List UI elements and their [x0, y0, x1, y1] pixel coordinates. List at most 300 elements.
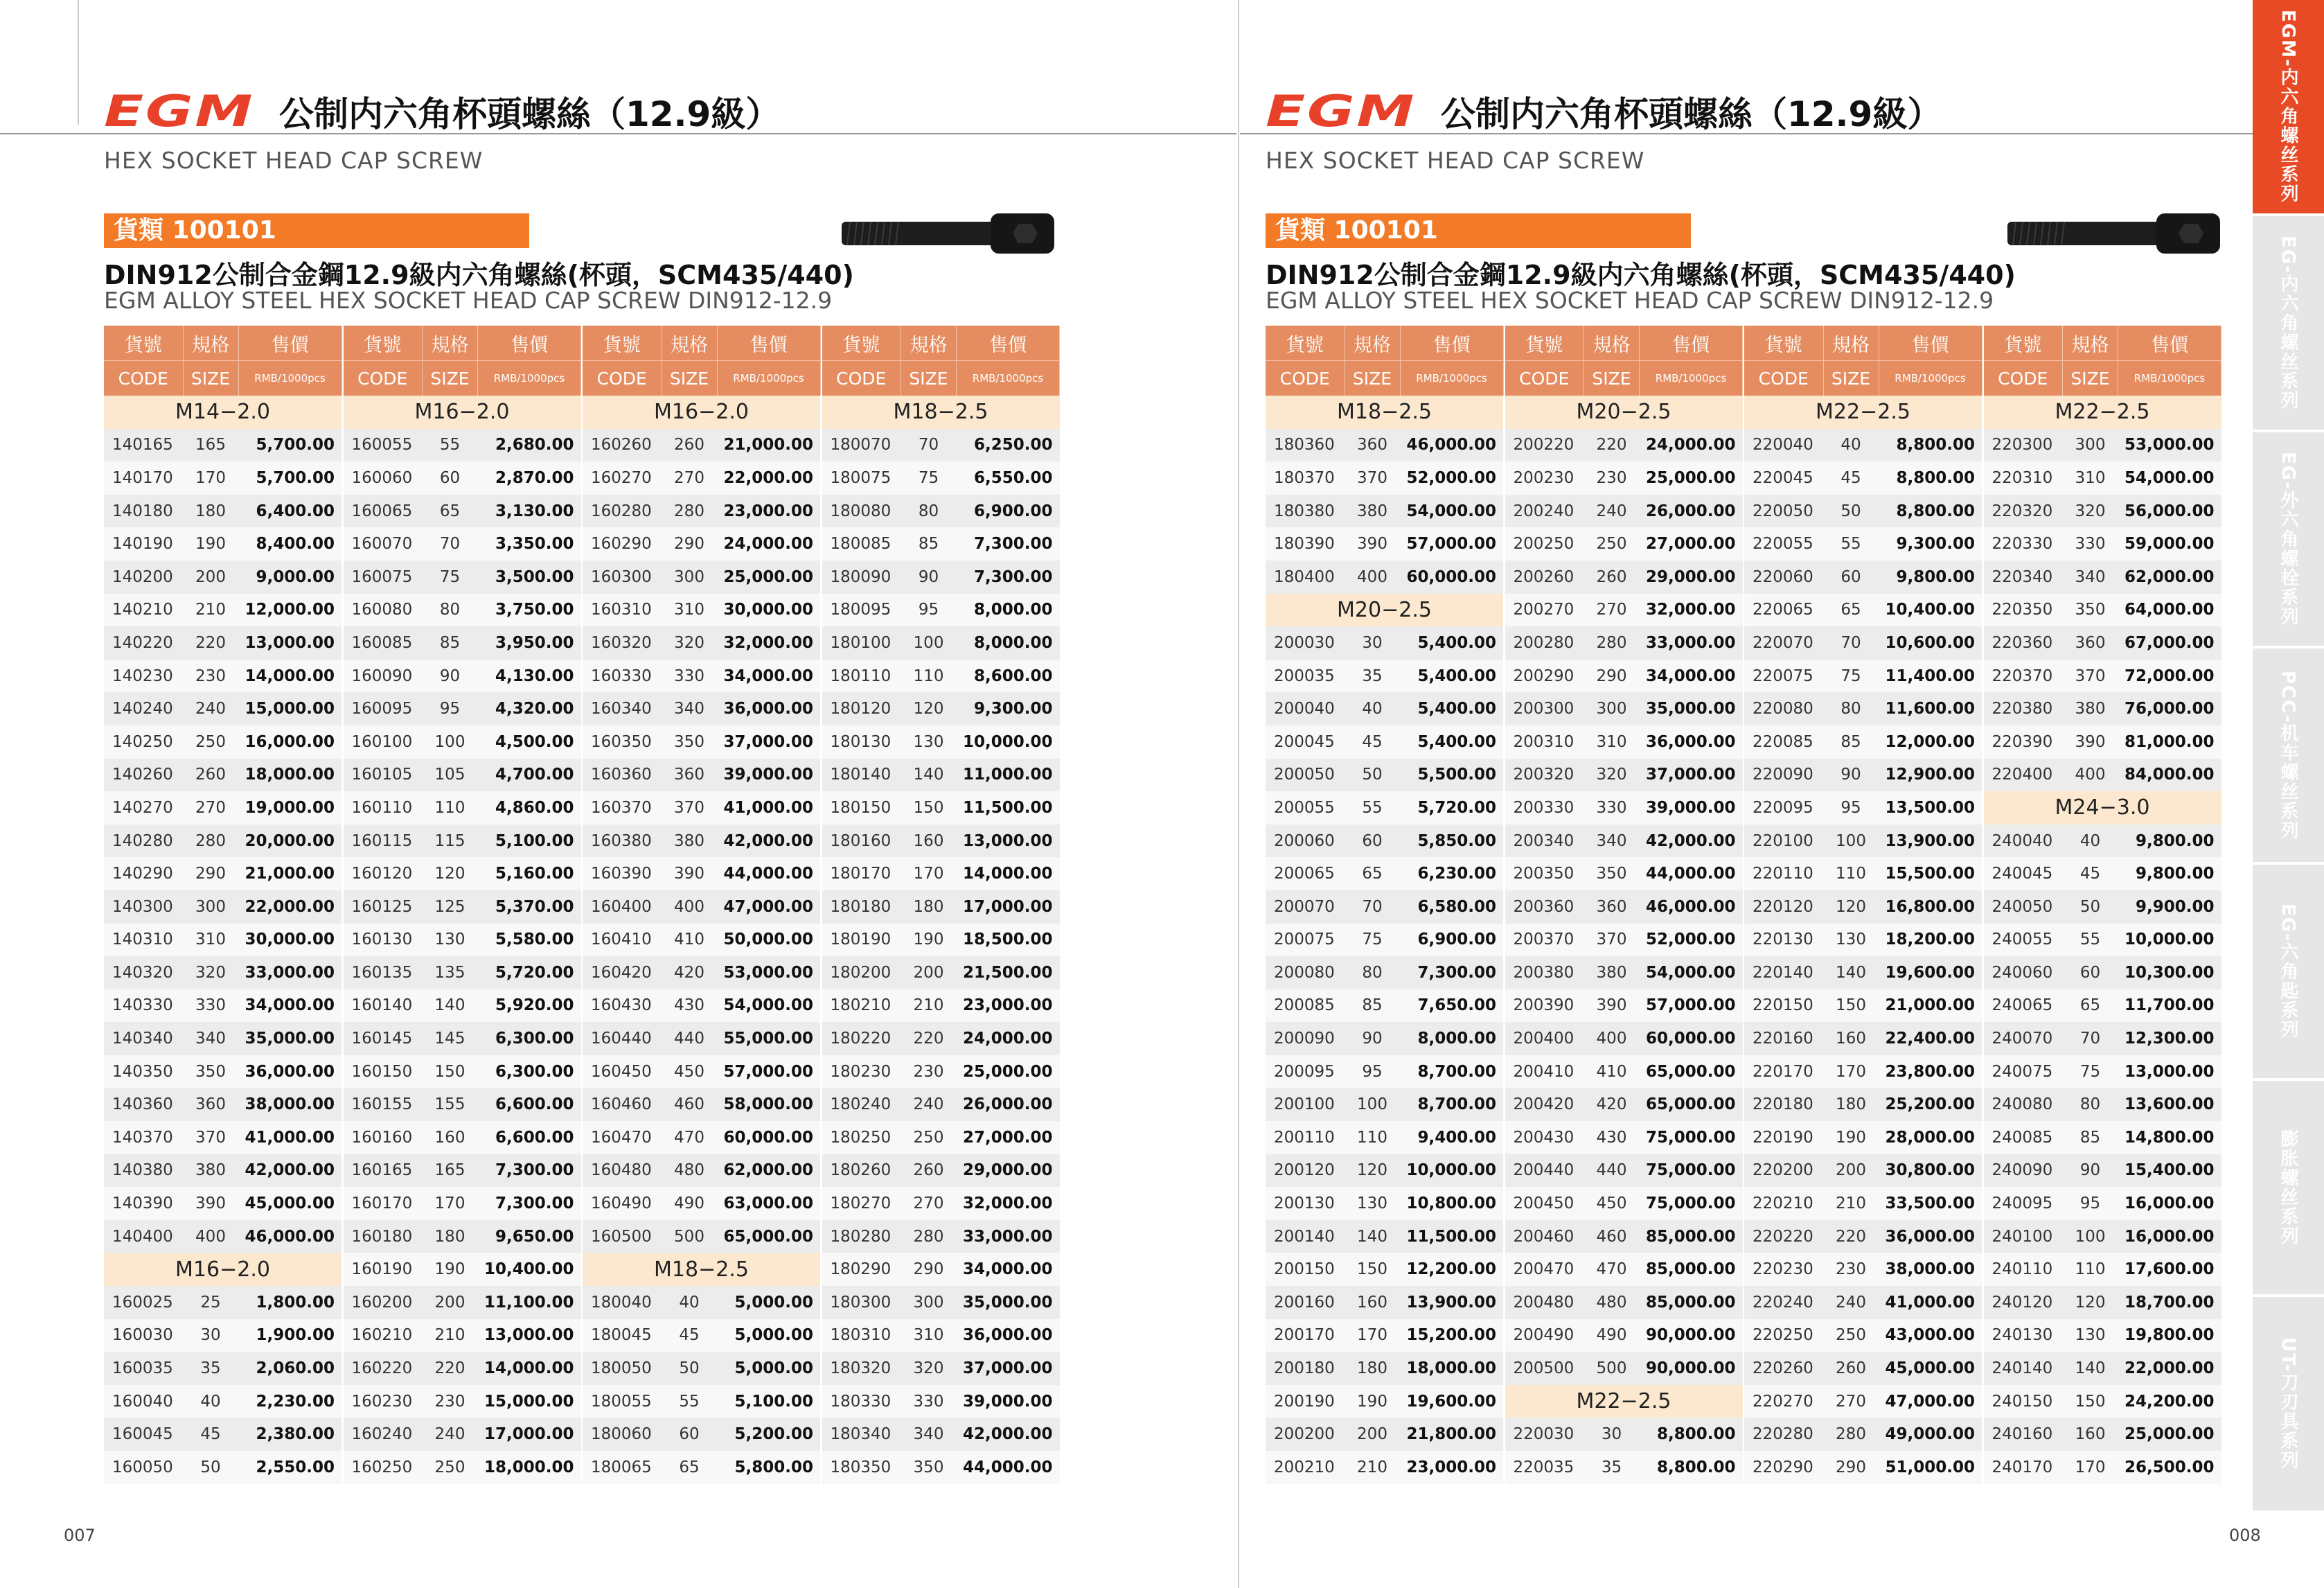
product-price: 5,400.00 [1400, 660, 1503, 693]
product-price: 34,000.00 [957, 1253, 1060, 1286]
table-row [1505, 429, 1743, 462]
product-size: 260 [183, 759, 238, 792]
table-row [1266, 1220, 1503, 1253]
table-header-en [1505, 361, 1743, 396]
product-price: 54,000.00 [1400, 495, 1503, 528]
product-size: 290 [183, 857, 238, 890]
product-size: 420 [662, 956, 717, 989]
product-price: 3,130.00 [478, 495, 581, 528]
table-row [1505, 594, 1743, 627]
header-size-cn: 規格 [662, 326, 717, 361]
product-size: 85 [1823, 725, 1879, 759]
product-size: 65 [2063, 989, 2118, 1023]
product-size: 360 [1345, 429, 1400, 462]
product-price: 25,000.00 [717, 561, 820, 594]
product-code: 140250 [104, 725, 183, 759]
header-code-en: CODE [1505, 361, 1584, 396]
table-row [1505, 561, 1743, 594]
section-header [1266, 594, 1503, 627]
product-code: 200170 [1266, 1319, 1345, 1352]
header-code-en: CODE [1984, 361, 2063, 396]
side-nav-tab[interactable] [2253, 649, 2324, 862]
product-code: 200250 [1505, 527, 1584, 561]
product-price: 23,000.00 [1400, 1451, 1503, 1484]
table-row [583, 594, 820, 627]
table-row [1744, 1055, 1982, 1088]
side-nav-tab[interactable] [2253, 0, 2324, 213]
product-size: 50 [1823, 495, 1879, 528]
product-code: 200230 [1505, 461, 1584, 495]
product-code: 160270 [583, 461, 662, 495]
product-price: 42,000.00 [1640, 824, 1743, 858]
product-price: 12,300.00 [2118, 1022, 2221, 1055]
product-name-cn: DIN912公制合金鋼12.9級内六角螺絲(杯頭，SCM435/440) [104, 260, 854, 290]
product-size: 75 [2063, 1055, 2118, 1088]
table-row [1744, 1121, 1982, 1154]
price-table [1744, 326, 1983, 1484]
table-row [1505, 924, 1743, 957]
product-price: 10,000.00 [957, 725, 1060, 759]
header-size-en: SIZE [183, 361, 238, 396]
product-code: 180150 [822, 791, 901, 824]
product-price: 18,000.00 [238, 759, 341, 792]
side-nav-tab[interactable] [2253, 1081, 2324, 1294]
product-price: 41,000.00 [238, 1121, 341, 1154]
table-header-en [104, 361, 341, 396]
product-price: 13,900.00 [1879, 824, 1982, 858]
product-size: 180 [1345, 1352, 1400, 1385]
product-price: 54,000.00 [1640, 956, 1743, 989]
product-code: 140360 [104, 1088, 183, 1121]
product-price: 46,000.00 [1640, 890, 1743, 924]
table-header-cn [1505, 326, 1743, 361]
product-price: 60,000.00 [1400, 561, 1503, 594]
product-code: 160030 [104, 1319, 183, 1352]
product-size: 210 [1823, 1187, 1879, 1220]
header-price-cn: 售價 [2118, 326, 2221, 361]
product-code: 160310 [583, 594, 662, 627]
table-row [1505, 1055, 1743, 1088]
table-row [822, 660, 1060, 693]
product-price: 13,900.00 [1400, 1286, 1503, 1319]
product-code: 140340 [104, 1022, 183, 1055]
table-row [1266, 626, 1503, 660]
product-code: 240095 [1984, 1187, 2063, 1220]
product-price: 39,000.00 [957, 1385, 1060, 1418]
table-row [344, 1319, 581, 1352]
product-code: 240070 [1984, 1022, 2063, 1055]
table-row [583, 857, 820, 890]
table-row [104, 1121, 341, 1154]
product-code: 180045 [583, 1319, 662, 1352]
product-code: 180065 [583, 1451, 662, 1484]
product-size: 170 [1345, 1319, 1400, 1352]
product-size: 250 [901, 1121, 957, 1154]
product-price: 47,000.00 [717, 890, 820, 924]
product-size: 220 [1823, 1220, 1879, 1253]
side-nav-tab[interactable] [2253, 432, 2324, 646]
header-size-cn: 規格 [1584, 326, 1640, 361]
product-size: 50 [662, 1352, 717, 1385]
header-code-en: CODE [1266, 361, 1345, 396]
table-row [104, 692, 341, 725]
price-table [583, 326, 821, 1484]
product-price: 32,000.00 [717, 626, 820, 660]
product-code: 200045 [1266, 725, 1345, 759]
product-price: 37,000.00 [1640, 759, 1743, 792]
product-price: 24,000.00 [957, 1022, 1060, 1055]
product-code: 240075 [1984, 1055, 2063, 1088]
product-size: 75 [1345, 924, 1400, 957]
table-row [344, 725, 581, 759]
table-row [344, 1418, 581, 1451]
product-code: 160140 [344, 989, 423, 1023]
product-code: 200140 [1266, 1220, 1345, 1253]
table-row [1266, 692, 1503, 725]
product-price: 5,700.00 [238, 429, 341, 462]
product-code: 180220 [822, 1022, 901, 1055]
side-nav-label: EG-内六角螺丝系列 [2278, 236, 2298, 410]
table-row [1266, 1154, 1503, 1188]
product-size: 140 [423, 989, 478, 1023]
product-code: 140220 [104, 626, 183, 660]
table-row [1744, 527, 1982, 561]
product-price: 11,600.00 [1879, 692, 1982, 725]
table-row [1744, 1286, 1982, 1319]
product-size: 40 [1345, 692, 1400, 725]
section-header [1505, 396, 1743, 429]
product-price: 9,000.00 [238, 561, 341, 594]
product-size: 370 [662, 791, 717, 824]
product-size: 95 [423, 692, 478, 725]
product-price: 21,500.00 [957, 956, 1060, 989]
product-price: 50,000.00 [717, 924, 820, 957]
product-price: 44,000.00 [957, 1451, 1060, 1484]
product-code: 140330 [104, 989, 183, 1023]
product-code: 200030 [1266, 626, 1345, 660]
product-price: 8,000.00 [957, 626, 1060, 660]
table-row [1266, 1451, 1503, 1484]
product-size: 45 [183, 1418, 238, 1451]
product-code: 160440 [583, 1022, 662, 1055]
table-row [1984, 890, 2221, 924]
product-code: 200240 [1505, 495, 1584, 528]
product-size: 35 [183, 1352, 238, 1385]
product-price: 62,000.00 [717, 1154, 820, 1188]
product-price: 3,950.00 [478, 626, 581, 660]
product-size: 55 [1345, 791, 1400, 824]
product-code: 220060 [1744, 561, 1823, 594]
table-row [1744, 1187, 1982, 1220]
section-size-label: M18−2.5 [822, 396, 1060, 429]
product-size: 120 [901, 692, 957, 725]
price-tables-left [104, 326, 1061, 1484]
product-size: 350 [1584, 857, 1640, 890]
table-row [822, 857, 1060, 890]
product-price: 10,000.00 [2118, 924, 2221, 957]
product-code: 180180 [822, 890, 901, 924]
product-price: 5,800.00 [717, 1451, 820, 1484]
product-size: 460 [1584, 1220, 1640, 1253]
table-row [1744, 1451, 1982, 1484]
product-size: 250 [423, 1451, 478, 1484]
product-price: 12,000.00 [238, 594, 341, 627]
product-size: 90 [423, 660, 478, 693]
product-size: 50 [183, 1451, 238, 1484]
product-code: 220045 [1744, 461, 1823, 495]
product-size: 45 [1823, 461, 1879, 495]
table-row [344, 759, 581, 792]
table-row [104, 1451, 341, 1484]
product-code: 180370 [1266, 461, 1345, 495]
product-size: 105 [423, 759, 478, 792]
product-size: 260 [1823, 1352, 1879, 1385]
product-code: 180340 [822, 1418, 901, 1451]
product-code: 160120 [344, 857, 423, 890]
product-price: 10,400.00 [478, 1253, 581, 1286]
table-row [583, 692, 820, 725]
product-price: 15,000.00 [478, 1385, 581, 1418]
table-header-cn [1984, 326, 2221, 361]
product-price: 90,000.00 [1640, 1352, 1743, 1385]
table-row [1984, 1352, 2221, 1385]
product-size: 85 [1345, 989, 1400, 1023]
product-price: 26,000.00 [1640, 495, 1743, 528]
table-row [104, 1055, 341, 1088]
table-row [822, 1154, 1060, 1188]
table-row [104, 1286, 341, 1319]
product-price: 4,700.00 [478, 759, 581, 792]
product-size: 230 [901, 1055, 957, 1088]
product-code: 180085 [822, 527, 901, 561]
table-row [1984, 1220, 2221, 1253]
header-code-cn: 貨號 [1505, 326, 1584, 361]
product-price: 5,370.00 [478, 890, 581, 924]
page-title [104, 86, 780, 136]
product-price: 44,000.00 [1640, 857, 1743, 890]
product-size: 220 [901, 1022, 957, 1055]
table-row [583, 989, 820, 1023]
product-price: 16,000.00 [238, 725, 341, 759]
header-price-unit: RMB/1000pcs [1400, 361, 1503, 396]
product-size: 270 [662, 461, 717, 495]
product-code: 160065 [344, 495, 423, 528]
product-size: 370 [2063, 660, 2118, 693]
product-code: 160150 [344, 1055, 423, 1088]
product-code: 200440 [1505, 1154, 1584, 1188]
product-price: 49,000.00 [1879, 1418, 1982, 1451]
product-code: 140290 [104, 857, 183, 890]
table-row [822, 725, 1060, 759]
table-row [104, 857, 341, 890]
table-row [104, 495, 341, 528]
table-row [583, 956, 820, 989]
section-size-label: M16−2.0 [344, 396, 581, 429]
product-code: 240100 [1984, 1220, 2063, 1253]
product-code: 200220 [1505, 429, 1584, 462]
product-size: 55 [2063, 924, 2118, 957]
product-size: 240 [423, 1418, 478, 1451]
product-price: 19,600.00 [1400, 1385, 1503, 1418]
product-size: 440 [1584, 1154, 1640, 1188]
product-price: 57,000.00 [1640, 989, 1743, 1023]
table-row [1505, 1154, 1743, 1188]
product-code: 140230 [104, 660, 183, 693]
product-size: 450 [1584, 1187, 1640, 1220]
product-size: 260 [662, 429, 717, 462]
product-size: 250 [1584, 527, 1640, 561]
product-code: 160430 [583, 989, 662, 1023]
table-row [1266, 1088, 1503, 1121]
product-code: 160460 [583, 1088, 662, 1121]
product-size: 190 [901, 924, 957, 957]
table-row [583, 626, 820, 660]
product-code: 180050 [583, 1352, 662, 1385]
side-nav-tab[interactable] [2253, 1297, 2324, 1510]
table-header-en [1984, 361, 2221, 396]
product-size: 65 [423, 495, 478, 528]
product-code: 240170 [1984, 1451, 2063, 1484]
product-price: 12,000.00 [1879, 725, 1982, 759]
product-size: 400 [2063, 759, 2118, 792]
product-code: 160250 [344, 1451, 423, 1484]
product-size: 430 [662, 989, 717, 1023]
product-price: 8,800.00 [1879, 495, 1982, 528]
product-size: 340 [2063, 561, 2118, 594]
product-code: 200050 [1266, 759, 1345, 792]
product-size: 90 [901, 561, 957, 594]
product-size: 75 [1823, 660, 1879, 693]
product-size: 490 [662, 1187, 717, 1220]
product-code: 200450 [1505, 1187, 1584, 1220]
table-row [104, 791, 341, 824]
table-row [1505, 461, 1743, 495]
product-name-cn: DIN912公制合金鋼12.9級内六角螺絲(杯頭，SCM435/440) [1266, 260, 2016, 290]
side-nav-label: EGM-内六角螺丝系列 [2278, 10, 2298, 204]
product-code: 240140 [1984, 1352, 2063, 1385]
section-size-label: M18−2.5 [583, 1253, 820, 1286]
product-price: 28,000.00 [1879, 1121, 1982, 1154]
product-code: 180080 [822, 495, 901, 528]
product-code: 220030 [1505, 1418, 1584, 1451]
product-code: 180140 [822, 759, 901, 792]
product-price: 14,000.00 [957, 857, 1060, 890]
table-row [344, 527, 581, 561]
product-price: 45,000.00 [1879, 1352, 1982, 1385]
table-row [822, 1253, 1060, 1286]
product-price: 52,000.00 [1640, 924, 1743, 957]
table-row [344, 857, 581, 890]
product-code: 140280 [104, 824, 183, 858]
product-size: 160 [1823, 1022, 1879, 1055]
table-row [104, 924, 341, 957]
product-price: 8,700.00 [1400, 1055, 1503, 1088]
product-price: 5,000.00 [717, 1352, 820, 1385]
table-row [822, 1187, 1060, 1220]
product-size: 40 [183, 1385, 238, 1418]
table-row [1984, 1319, 2221, 1352]
header-code-en: CODE [583, 361, 662, 396]
product-size: 200 [901, 956, 957, 989]
table-row [583, 1022, 820, 1055]
product-code: 240060 [1984, 956, 2063, 989]
table-row [344, 1088, 581, 1121]
product-price: 8,800.00 [1640, 1418, 1743, 1451]
product-code: 200100 [1266, 1088, 1345, 1121]
table-row [1505, 495, 1743, 528]
header-code-cn: 貨號 [822, 326, 901, 361]
product-size: 165 [423, 1154, 478, 1188]
table-row [583, 1220, 820, 1253]
product-price: 7,300.00 [957, 527, 1060, 561]
header-price-unit: RMB/1000pcs [478, 361, 581, 396]
product-price: 19,000.00 [238, 791, 341, 824]
product-code: 160180 [344, 1220, 423, 1253]
product-code: 160500 [583, 1220, 662, 1253]
product-code: 200080 [1266, 956, 1345, 989]
table-header-cn [344, 326, 581, 361]
product-code: 180075 [822, 461, 901, 495]
product-name-en: EGM ALLOY STEEL HEX SOCKET HEAD CAP SCREW DIN912-12.9 [104, 287, 833, 314]
section-size-label: M16−2.0 [583, 396, 820, 429]
product-price: 3,350.00 [478, 527, 581, 561]
table-row [1505, 857, 1743, 890]
product-code: 200130 [1266, 1187, 1345, 1220]
product-code: 240040 [1984, 824, 2063, 858]
product-code: 200390 [1505, 989, 1584, 1023]
product-code: 140170 [104, 461, 183, 495]
product-size: 280 [183, 824, 238, 858]
product-code: 160085 [344, 626, 423, 660]
table-row [344, 594, 581, 627]
product-size: 310 [2063, 461, 2118, 495]
table-row [1744, 660, 1982, 693]
product-price: 76,000.00 [2118, 692, 2221, 725]
table-row [1984, 561, 2221, 594]
product-price: 39,000.00 [717, 759, 820, 792]
table-row [1984, 1187, 2221, 1220]
product-code: 160370 [583, 791, 662, 824]
product-price: 5,580.00 [478, 924, 581, 957]
product-size: 130 [1345, 1187, 1400, 1220]
product-price: 30,800.00 [1879, 1154, 1982, 1188]
product-size: 250 [1823, 1319, 1879, 1352]
product-size: 90 [1823, 759, 1879, 792]
table-row [344, 660, 581, 693]
product-size: 190 [1345, 1385, 1400, 1418]
product-price: 46,000.00 [238, 1220, 341, 1253]
product-price: 24,200.00 [2118, 1385, 2221, 1418]
product-size: 180 [901, 890, 957, 924]
table-row [583, 495, 820, 528]
product-size: 100 [901, 626, 957, 660]
product-size: 80 [901, 495, 957, 528]
table-row [1266, 1121, 1503, 1154]
side-nav-tab[interactable] [2253, 865, 2324, 1078]
product-price: 33,000.00 [238, 956, 341, 989]
product-code: 160105 [344, 759, 423, 792]
product-code: 160145 [344, 1022, 423, 1055]
product-code: 220070 [1744, 626, 1823, 660]
product-price: 14,000.00 [478, 1352, 581, 1385]
product-code: 160190 [344, 1253, 423, 1286]
side-nav-tab[interactable] [2253, 216, 2324, 430]
product-code: 220280 [1744, 1418, 1823, 1451]
product-size: 200 [1823, 1154, 1879, 1188]
section-size-label: M22−2.5 [1505, 1385, 1743, 1418]
table-row [1266, 1187, 1503, 1220]
product-price: 41,000.00 [717, 791, 820, 824]
